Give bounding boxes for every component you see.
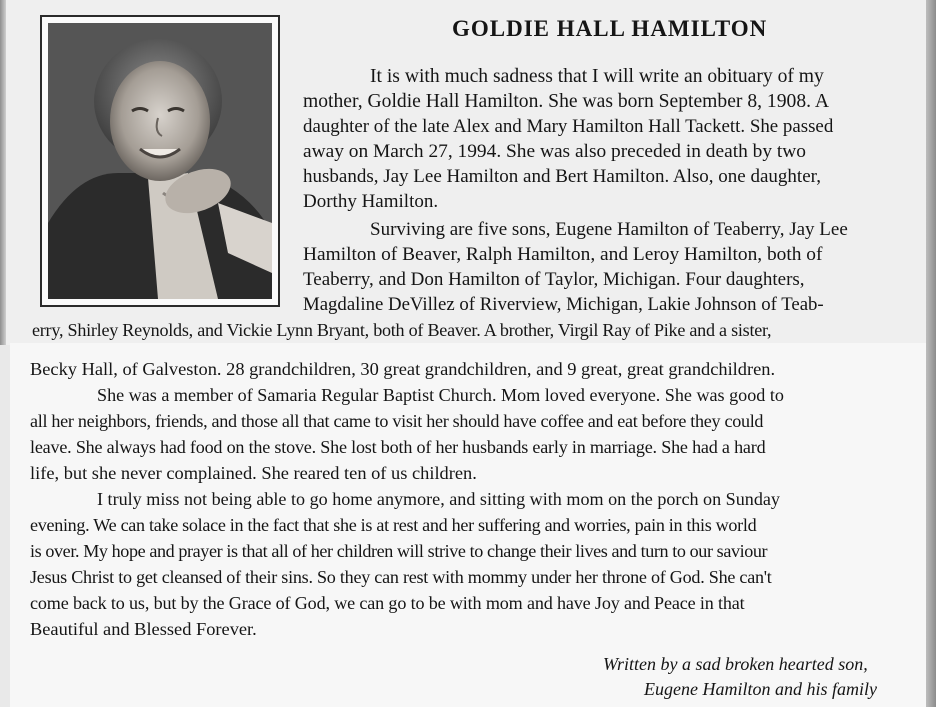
text-line: evening. We can take solace in the fact that she is at rest and her suffering and worries, pain in this world [30, 515, 757, 535]
text-line: I truly miss not being able to go home anymore, and sitting with mom on the porch on Sunday [97, 489, 780, 509]
text-line: all her neighbors, friends, and those all that came to visit her should have coffee and eat before they could [30, 411, 764, 431]
scan-right-shadow [926, 0, 936, 707]
text-line: Beautiful and Blessed Forever. [30, 619, 257, 639]
text-line: is over. My hope and prayer is that all of her children will strive to change their lives and turn to our saviour [30, 541, 768, 561]
text-line: mother, Goldie Hall Hamilton. She was born September 8, 1908. A [303, 91, 829, 112]
text-line: life, but she never complained. She reared ten of us children. [30, 463, 477, 483]
text-line: Surviving are five sons, Eugene Hamilton of Teaberry, Jay Lee [370, 219, 848, 240]
text-line: away on March 27, 1994. She was also preceded in death by two [303, 141, 806, 162]
text-line: Teaberry, and Don Hamilton of Taylor, Michigan. Four daughters, [303, 269, 805, 290]
portrait-photo [48, 23, 272, 299]
portrait-frame [40, 15, 280, 307]
text-line: Hamilton of Beaver, Ralph Hamilton, and Leroy Hamilton, both of [303, 244, 823, 265]
obituary-title: GOLDIE HALL HAMILTON [452, 16, 768, 41]
text-line: husbands, Jay Lee Hamilton and Bert Hamilton. Also, one daughter, [303, 166, 821, 187]
text-line: erry, Shirley Reynolds, and Vickie Lynn Bryant, both of Beaver. A brother, Virgil Ray of Pike and a sister, [32, 320, 772, 340]
text-line: Jesus Christ to get cleansed of their sins. So they can rest with mommy under her throne of God. She can't [30, 567, 772, 587]
text-line: come back to us, but by the Grace of God, we can go to be with mom and have Joy and Peace in that [30, 593, 745, 613]
text-line: daughter of the late Alex and Mary Hamilton Hall Tackett. She passed [303, 116, 834, 137]
text-line: leave. She always had food on the stove. She lost both of her husbands early in marriage. She had a hard [30, 437, 766, 457]
text-line: Becky Hall, of Galveston. 28 grandchildren, 30 great grandchildren, and 9 great, great grandchildren. [30, 359, 776, 379]
text-line: She was a member of Samaria Regular Baptist Church. Mom loved everyone. She was good to [97, 385, 784, 405]
text-line: It is with much sadness that I will write an obituary of my [370, 66, 824, 87]
text-line: Magdaline DeVillez of Riverview, Michigan, Lakie Johnson of Teab- [303, 294, 824, 315]
signature-line-2: Eugene Hamilton and his family [644, 679, 877, 699]
signature-line-1: Written by a sad broken hearted son, [603, 654, 868, 674]
text-line: Dorthy Hamilton. [303, 191, 439, 212]
portrait-illustration [48, 23, 272, 299]
